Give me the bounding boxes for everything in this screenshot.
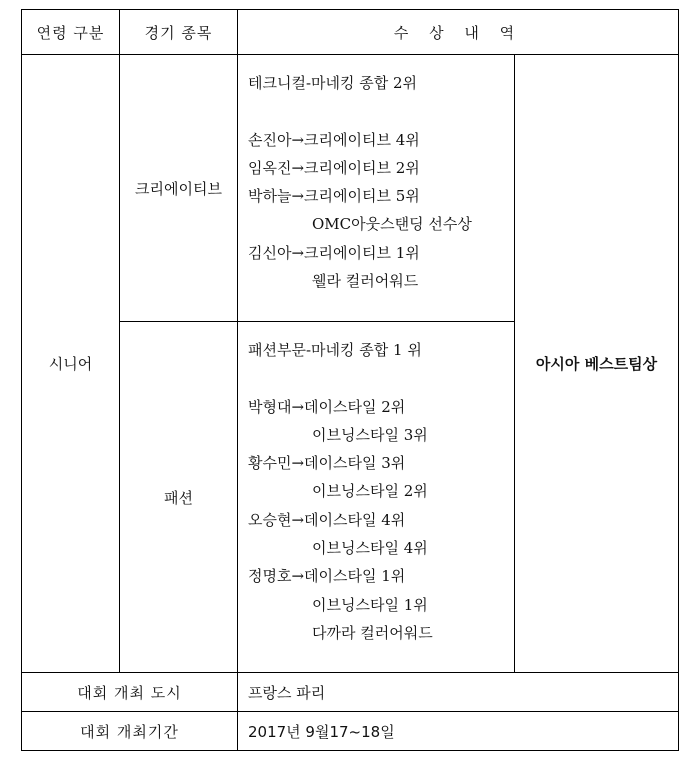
header-age-group: 연령 구분 — [22, 10, 120, 55]
award-line: 이브닝스타일 2위 — [312, 482, 428, 501]
period-label: 대회 개최기간 — [22, 712, 238, 751]
award-line: 이브닝스타일 4위 — [312, 539, 428, 558]
award-line: 이브닝스타일 3위 — [312, 425, 428, 444]
award-line: 김신아→크리에이티브 1위 — [248, 243, 420, 262]
award-spacer — [248, 97, 514, 125]
team-award-cell: 아시아 베스트팀상 — [515, 55, 679, 673]
header-row — [22, 10, 679, 55]
award-line: 박하늘→크리에이티브 5위 — [248, 187, 420, 206]
award-line: 손진아→크리에이티브 4위 — [248, 130, 420, 149]
footer-row-city — [22, 673, 679, 712]
header-event: 경기 종목 — [120, 10, 238, 55]
award-line: 이브닝스타일 1위 — [312, 595, 428, 614]
award-spacer — [248, 364, 514, 392]
awards-table — [21, 9, 679, 751]
award-line: 박형대→데이스타일 2위 — [248, 397, 406, 416]
header-awards: 수 상 내 역 — [238, 10, 679, 55]
age-group-cell: 시니어 — [22, 55, 120, 673]
category-fashion: 패션 — [120, 322, 238, 673]
award-line: 다까라 컬러어워드 — [312, 623, 433, 642]
award-line: 패션부문-마네킹 종합 1 위 — [248, 341, 422, 359]
period-value: 2017년 9월17~18일 — [238, 712, 679, 751]
award-line: 웰라 컬러어워드 — [312, 272, 419, 291]
city-value: 프랑스 파리 — [238, 673, 679, 712]
creative-awards — [238, 55, 515, 322]
fashion-awards — [238, 322, 515, 673]
award-line: 황수민→데이스타일 3위 — [248, 454, 406, 473]
award-line: 오승현→데이스타일 4위 — [248, 510, 406, 529]
creative-row — [22, 55, 679, 322]
city-label: 대회 개최 도시 — [22, 673, 238, 712]
category-creative: 크리에이티브 — [120, 55, 238, 322]
award-line: OMC아웃스탠딩 선수상 — [312, 215, 472, 234]
award-line: 임옥진→크리에이티브 2위 — [248, 158, 420, 177]
award-line: 정명호→데이스타일 1위 — [248, 567, 406, 586]
award-line: 테크니컬-마네킹 종합 2위 — [248, 74, 418, 92]
footer-row-period — [22, 712, 679, 751]
